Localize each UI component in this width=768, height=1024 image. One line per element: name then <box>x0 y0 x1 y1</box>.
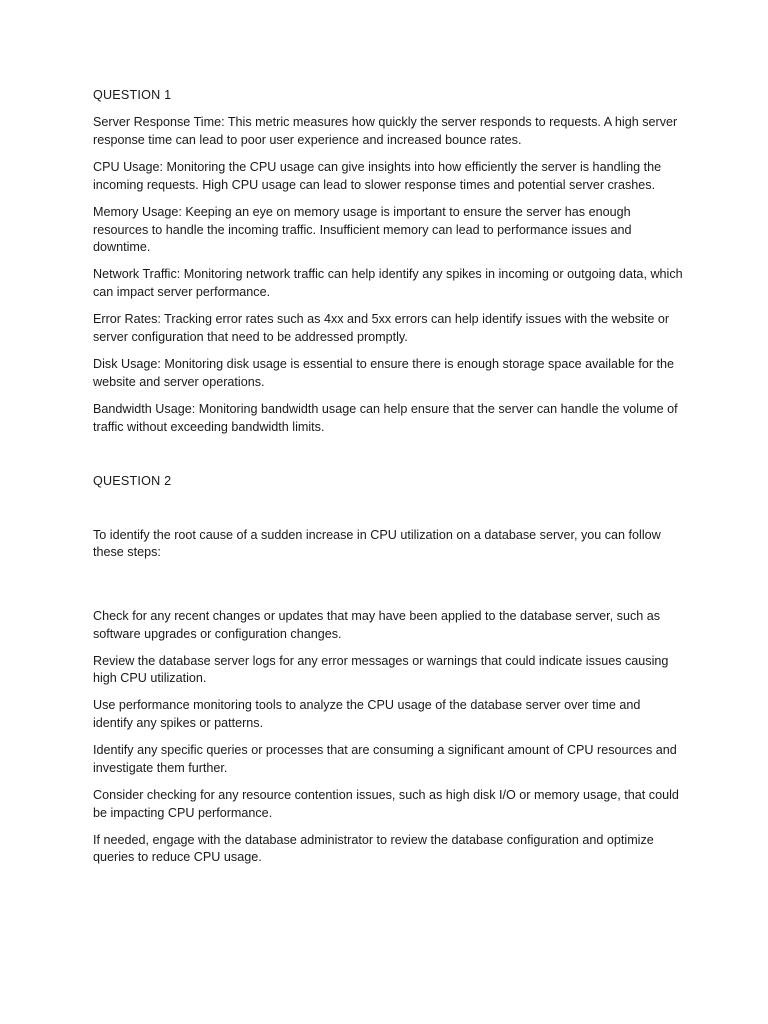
q2-step-recent-changes: Check for any recent changes or updates that may have been applied to the database server, such as software upgrades or configuration changes. <box>93 608 661 641</box>
q2-step-resource-contention: Consider checking for any resource contention issues, such as high disk I/O or memory usage, that could be impacting CPU performance. <box>93 787 679 820</box>
q2-step-identify-queries: Identify any specific queries or processes that are consuming a significant amount of CPU resources and investigate them further. <box>93 743 677 775</box>
q1-item-server-response-time: Server Response Time: This metric measures how quickly the server responds to requests. A high server response time can lead to poor user experience and increased bounce rates. <box>93 115 678 148</box>
question-2-heading: QUESTION 2 <box>93 473 172 488</box>
q2-step-review-logs: Review the database server logs for any error messages or warnings that could indicate issues causing high CPU utilization. <box>93 653 669 686</box>
q1-item-error-rates: Error Rates: Tracking error rates such as 4xx and 5xx errors can help identify issues with the website or server configuration that need to be addressed promptly. <box>93 312 670 345</box>
q1-item-memory-usage: Memory Usage: Keeping an eye on memory usage is important to ensure the server has enough resources to handle the incoming traffic. Insufficient memory can lead to performance issues and downtime. <box>93 204 632 255</box>
q2-intro: To identify the root cause of a sudden increase in CPU utilization on a database server, you can follow these steps: <box>93 527 661 560</box>
q1-item-cpu-usage: CPU Usage: Monitoring the CPU usage can give insights into how efficiently the server is handling the incoming requests. High CPU usage can lead to slower response times and potential server crashes. <box>93 160 662 192</box>
q2-step-engage-dba: If needed, engage with the database administrator to review the database configuration and optimize queries to reduce CPU usage. <box>93 832 654 865</box>
question-1-heading: QUESTION 1 <box>93 88 172 102</box>
q1-item-network-traffic: Network Traffic: Monitoring network traffic can help identify any spikes in incoming or outgoing data, which can impact server performance. <box>93 267 683 300</box>
document-body <box>93 87 683 876</box>
q1-item-bandwidth-usage: Bandwidth Usage: Monitoring bandwidth usage can help ensure that the server can handle the volume of traffic without exceeding bandwidth limits. <box>93 401 678 434</box>
q1-item-disk-usage: Disk Usage: Monitoring disk usage is essential to ensure there is enough storage space available for the website and server operations. <box>93 357 675 389</box>
q2-step-monitoring-tools: Use performance monitoring tools to analyze the CPU usage of the database server over time and identify any spikes or patterns. <box>93 698 641 731</box>
